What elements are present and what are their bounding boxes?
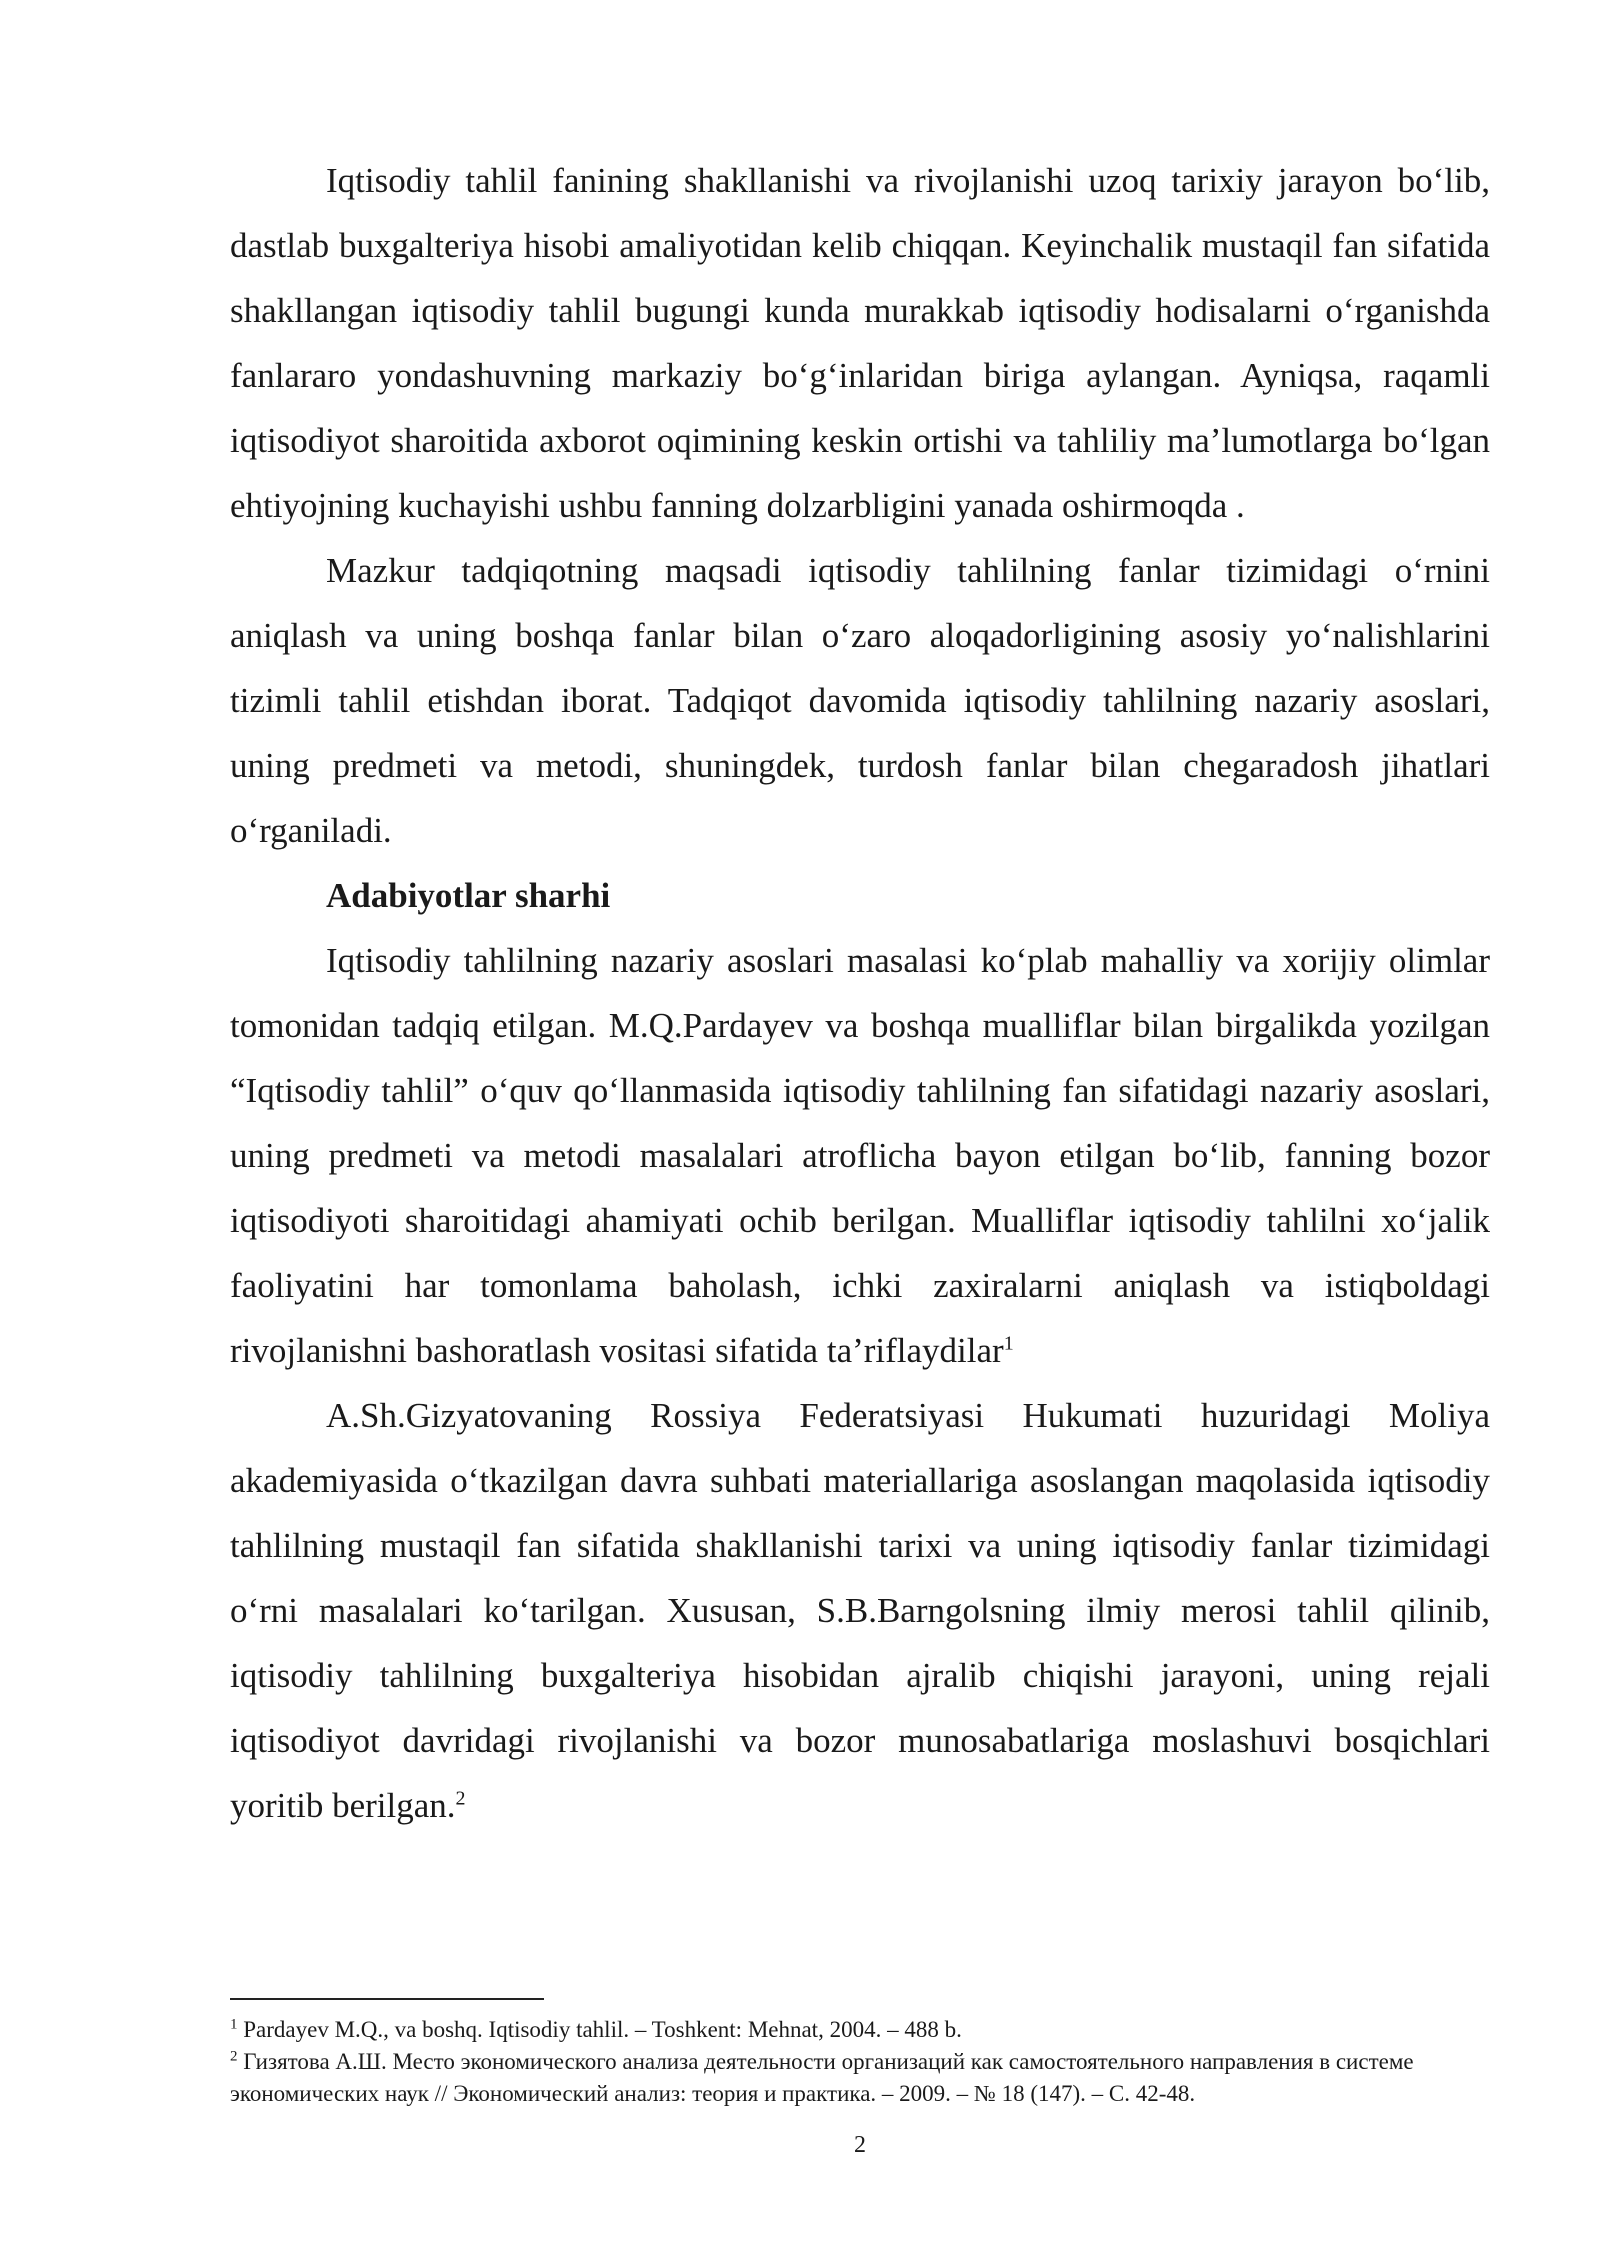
footnote-ref-2: 2 — [455, 1787, 466, 1810]
footnote-ref-1: 1 — [1003, 1332, 1014, 1355]
paragraph-literature-2-text: A.Sh.Gizyatovaning Rossiya Federatsiyasi Hukumati huzuridagi Moliya akademiyasida o‘tkazilgan davra suhbati materiallariga asoslangan maqolasida iqtisodiy tahlilning mustaqil fan sifatida shakllanishi tarixi va uning iqtisodiy fanlar tizimidagi o‘rni masalalari ko‘tarilgan. Xususan, S.B.Barngolsning ilmiy merosi tahlil qilinib, iqtisodiy tahlilning buxgalteriya hisobidan ajralib chiqishi jarayoni, uning rejali iqtisodiyot davridagi rivojlanishi va bozor munosabatlariga moslashuvi bosqichlari yoritib berilgan. — [230, 1396, 1490, 1825]
document-body — [230, 148, 1490, 1838]
footnote-2-text: Гизятова А.Ш. Место экономического анализа деятельности организаций как самостоятельного направления в системе экономических наук // Экономический анализ: теория и практика. – 2009. – № 18 (147). – С. 42-48. — [230, 2049, 1414, 2106]
paragraph-literature-1-text: Iqtisodiy tahlilning nazariy asoslari masalasi ko‘plab mahalliy va xorijiy olimlar tomonidan tadqiq etilgan. M.Q.Pardayev va boshqa mualliflar bilan birgalikda yozilgan “Iqtisodiy tahlil” o‘quv qo‘llanmasida iqtisodiy tahlilning fan sifatidagi nazariy asoslari, uning predmeti va metodi masalalari atroflicha bayon etilgan bo‘lib, fanning bozor iqtisodiyoti sharoitidagi ahamiyati ochib berilgan. Mualliflar iqtisodiy tahlilni xo‘jalik faoliyatini har tomonlama baholash, ichki zaxiralarni aniqlash va istiqboldagi rivojlanishni bashoratlash vositasi sifatida ta’riflaydilar — [230, 941, 1490, 1370]
footnote-1 — [230, 2014, 1490, 2046]
page-number: 2 — [854, 2132, 866, 2158]
footnote-divider — [230, 1998, 544, 2000]
paragraph-purpose: Mazkur tadqiqotning maqsadi iqtisodiy tahlilning fanlar tizimidagi o‘rnini aniqlash va uning boshqa fanlar bilan o‘zaro aloqadorligining asosiy yo‘nalishlarini tizimli tahlil etishdan iborat. Tadqiqot davomida iqtisodiy tahlilning nazariy asoslari, uning predmeti va metodi, shuningdek, turdosh fanlar bilan chegaradosh jihatlari o‘rganiladi. — [230, 551, 1490, 850]
footnote-1-text: Pardayev M.Q., va boshq. Iqtisodiy tahlil. – Toshkent: Mehnat, 2004. – 488 b. — [237, 2017, 962, 2042]
paragraph-literature-1 — [230, 928, 1490, 1383]
footnote-2 — [230, 2046, 1490, 2110]
footnotes — [230, 1998, 1490, 2110]
paragraph-literature-2 — [230, 1383, 1490, 1838]
section-heading: Adabiyotlar sharhi — [326, 876, 611, 915]
paragraph-intro: Iqtisodiy tahlil fanining shakllanishi va rivojlanishi uzoq tarixiy jarayon bo‘lib, dastlab buxgalteriya hisobi amaliyotidan kelib chiqqan. Keyinchalik mustaqil fan sifatida shakllangan iqtisodiy tahlil bugungi kunda murakkab iqtisodiy hodisalarni o‘rganishda fanlararo yondashuvning markaziy bo‘g‘inlaridan biriga aylangan. Ayniqsa, raqamli iqtisodiyot sharoitida axborot oqimining keskin ortishi va tahliliy ma’lumotlarga bo‘lgan ehtiyojning kuchayishi ushbu fanning dolzarbligini yanada oshirmoqda . — [230, 161, 1490, 525]
footnote-1-number: 1 — [230, 2016, 238, 2033]
footnote-2-number: 2 — [230, 2048, 238, 2065]
